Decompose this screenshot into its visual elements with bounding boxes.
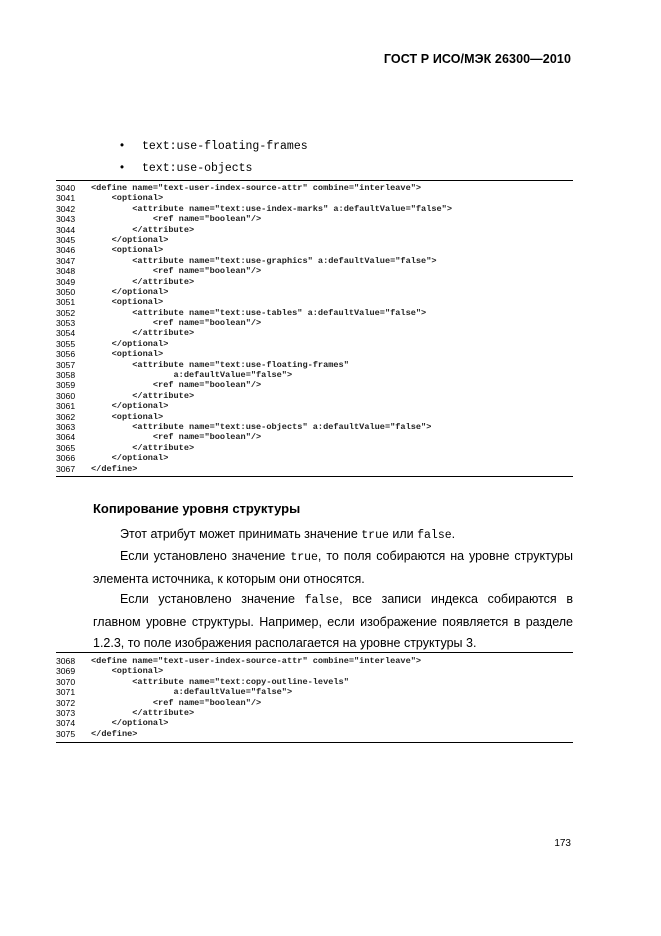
code-text: <optional> [91, 297, 164, 308]
line-number: 3044 [56, 224, 76, 235]
line-number: 3066 [56, 453, 76, 464]
code-text: <ref name="boolean"/> [91, 318, 262, 329]
line-number: 3054 [56, 328, 76, 339]
line-number: 3060 [56, 390, 76, 401]
inline-code: true [361, 529, 389, 542]
code-listing-1 [56, 180, 573, 477]
bullet-dot-icon: • [120, 140, 125, 152]
line-number: 3056 [56, 349, 76, 360]
code-line [56, 287, 573, 297]
bullet-text: text:use-objects [142, 162, 253, 175]
code-line [56, 214, 573, 224]
inline-code: true [290, 551, 318, 564]
code-line [56, 277, 573, 287]
inline-code: false [304, 594, 340, 607]
code-line [56, 266, 573, 276]
bullet-text: text:use-floating-frames [142, 140, 308, 153]
code-line [56, 464, 573, 474]
line-number: 3069 [56, 666, 76, 677]
code-text: <optional> [91, 193, 164, 204]
code-text: <ref name="boolean"/> [91, 266, 262, 277]
line-number: 3065 [56, 442, 76, 453]
code-line [56, 256, 573, 266]
code-line [56, 297, 573, 307]
code-line [56, 183, 573, 193]
code-listing-2 [56, 652, 573, 743]
code-line [56, 349, 573, 359]
line-number: 3050 [56, 286, 76, 297]
code-text: </optional> [91, 338, 169, 349]
line-number: 3057 [56, 359, 76, 370]
code-line [56, 666, 573, 676]
code-line [56, 235, 573, 245]
paragraph-text: , все записи индекса собираются в главном уровне структуры. Например, если изображение появляется в разделе 1.2.3, то поле изображения располагается на уровне структуры 3. [93, 592, 573, 650]
code-text: </optional> [91, 401, 169, 412]
code-line [56, 204, 573, 214]
line-number: 3051 [56, 297, 76, 308]
line-number: 3055 [56, 338, 76, 349]
code-line [56, 193, 573, 203]
code-line [56, 687, 573, 697]
code-line [56, 370, 573, 380]
code-text: <attribute name="text:copy-outline-levels" [91, 676, 349, 687]
code-line [56, 318, 573, 328]
code-line [56, 412, 573, 422]
code-line [56, 391, 573, 401]
code-text: </define> [91, 463, 138, 474]
code-text: </optional> [91, 234, 169, 245]
line-number: 3063 [56, 421, 76, 432]
code-text: a:defaultValue="false"> [91, 370, 293, 381]
line-number: 3059 [56, 380, 76, 391]
document-header: ГОСТ Р ИСО/МЭК 26300—2010 [383, 52, 571, 66]
line-number: 3064 [56, 432, 76, 443]
line-number: 3045 [56, 234, 76, 245]
line-number: 3041 [56, 193, 76, 204]
code-text: </attribute> [91, 224, 195, 235]
paragraph-text: , то поля собираются на уровне структуры элемента источника, к которым они относятся. [93, 549, 573, 586]
line-number: 3049 [56, 276, 76, 287]
paragraph-3 [93, 589, 573, 655]
code-line [56, 339, 573, 349]
code-line [56, 422, 573, 432]
code-line [56, 401, 573, 411]
line-number: 3048 [56, 266, 76, 277]
line-number: 3053 [56, 318, 76, 329]
line-number: 3043 [56, 214, 76, 225]
line-number: 3052 [56, 307, 76, 318]
code-text: a:defaultValue="false"> [91, 687, 293, 698]
line-number: 3073 [56, 707, 76, 718]
code-text: </optional> [91, 286, 169, 297]
code-text: <attribute name="text:use-objects" a:defaultValue="false"> [91, 421, 432, 432]
code-text: <attribute name="text:use-tables" a:defaultValue="false"> [91, 307, 427, 318]
code-text: </optional> [91, 453, 169, 464]
code-text: </define> [91, 728, 138, 739]
line-number: 3062 [56, 411, 76, 422]
line-number: 3068 [56, 656, 76, 666]
code-text: <ref name="boolean"/> [91, 380, 262, 391]
line-number: 3067 [56, 463, 76, 474]
code-text: </attribute> [91, 390, 195, 401]
line-number: 3075 [56, 728, 76, 739]
code-text: <attribute name="text:use-floating-frames" [91, 359, 349, 370]
code-text: <ref name="boolean"/> [91, 697, 262, 708]
code-text: <ref name="boolean"/> [91, 214, 262, 225]
line-number: 3046 [56, 245, 76, 256]
code-text: </attribute> [91, 328, 195, 339]
bullet-item [120, 138, 308, 160]
paragraph-text: Если установлено значение [120, 592, 305, 606]
code-line [56, 677, 573, 687]
code-text: <optional> [91, 245, 164, 256]
code-text: </attribute> [91, 276, 195, 287]
line-number: 3047 [56, 255, 76, 266]
code-text: </attribute> [91, 442, 195, 453]
bullet-list [120, 138, 308, 182]
code-line [56, 380, 573, 390]
code-line [56, 308, 573, 318]
code-text: <optional> [91, 666, 164, 677]
line-number: 3071 [56, 687, 76, 698]
line-number: 3074 [56, 718, 76, 729]
line-number: 3072 [56, 697, 76, 708]
code-line [56, 718, 573, 728]
code-text: </optional> [91, 718, 169, 729]
line-number: 3042 [56, 203, 76, 214]
line-number: 3058 [56, 370, 76, 381]
inline-code: false [417, 529, 452, 542]
line-number: 3040 [56, 183, 76, 193]
code-text: <define name="text-user-index-source-attr" combine="interleave"> [91, 183, 422, 193]
code-text: <optional> [91, 349, 164, 360]
paragraph-text: или [388, 527, 418, 541]
code-text: <ref name="boolean"/> [91, 432, 262, 443]
code-line [56, 729, 573, 739]
paragraph-2 [93, 546, 573, 590]
code-text: <define name="text-user-index-source-attr" combine="interleave"> [91, 656, 422, 666]
bullet-item [120, 160, 308, 182]
code-line [56, 245, 573, 255]
code-text: </attribute> [91, 707, 195, 718]
section-heading: Копирование уровня структуры [93, 501, 301, 516]
code-text: <attribute name="text:use-graphics" a:defaultValue="false"> [91, 255, 437, 266]
code-line [56, 432, 573, 442]
bullet-dot-icon: • [120, 162, 125, 174]
code-line [56, 698, 573, 708]
paragraph-1 [93, 524, 573, 547]
code-text: <attribute name="text:use-index-marks" a:defaultValue="false"> [91, 203, 452, 214]
paragraph-text: . [451, 527, 456, 541]
code-text: <optional> [91, 411, 164, 422]
code-line [56, 453, 573, 463]
code-line [56, 328, 573, 338]
line-number: 3070 [56, 676, 76, 687]
code-line [56, 225, 573, 235]
code-line [56, 443, 573, 453]
code-line [56, 360, 573, 370]
code-line [56, 708, 573, 718]
paragraph-text: Этот атрибут может принимать значение [120, 527, 362, 541]
line-number: 3061 [56, 401, 76, 412]
paragraph-text: Если установлено значение [120, 549, 291, 563]
page-number: 173 [554, 838, 571, 849]
code-line [56, 656, 573, 666]
